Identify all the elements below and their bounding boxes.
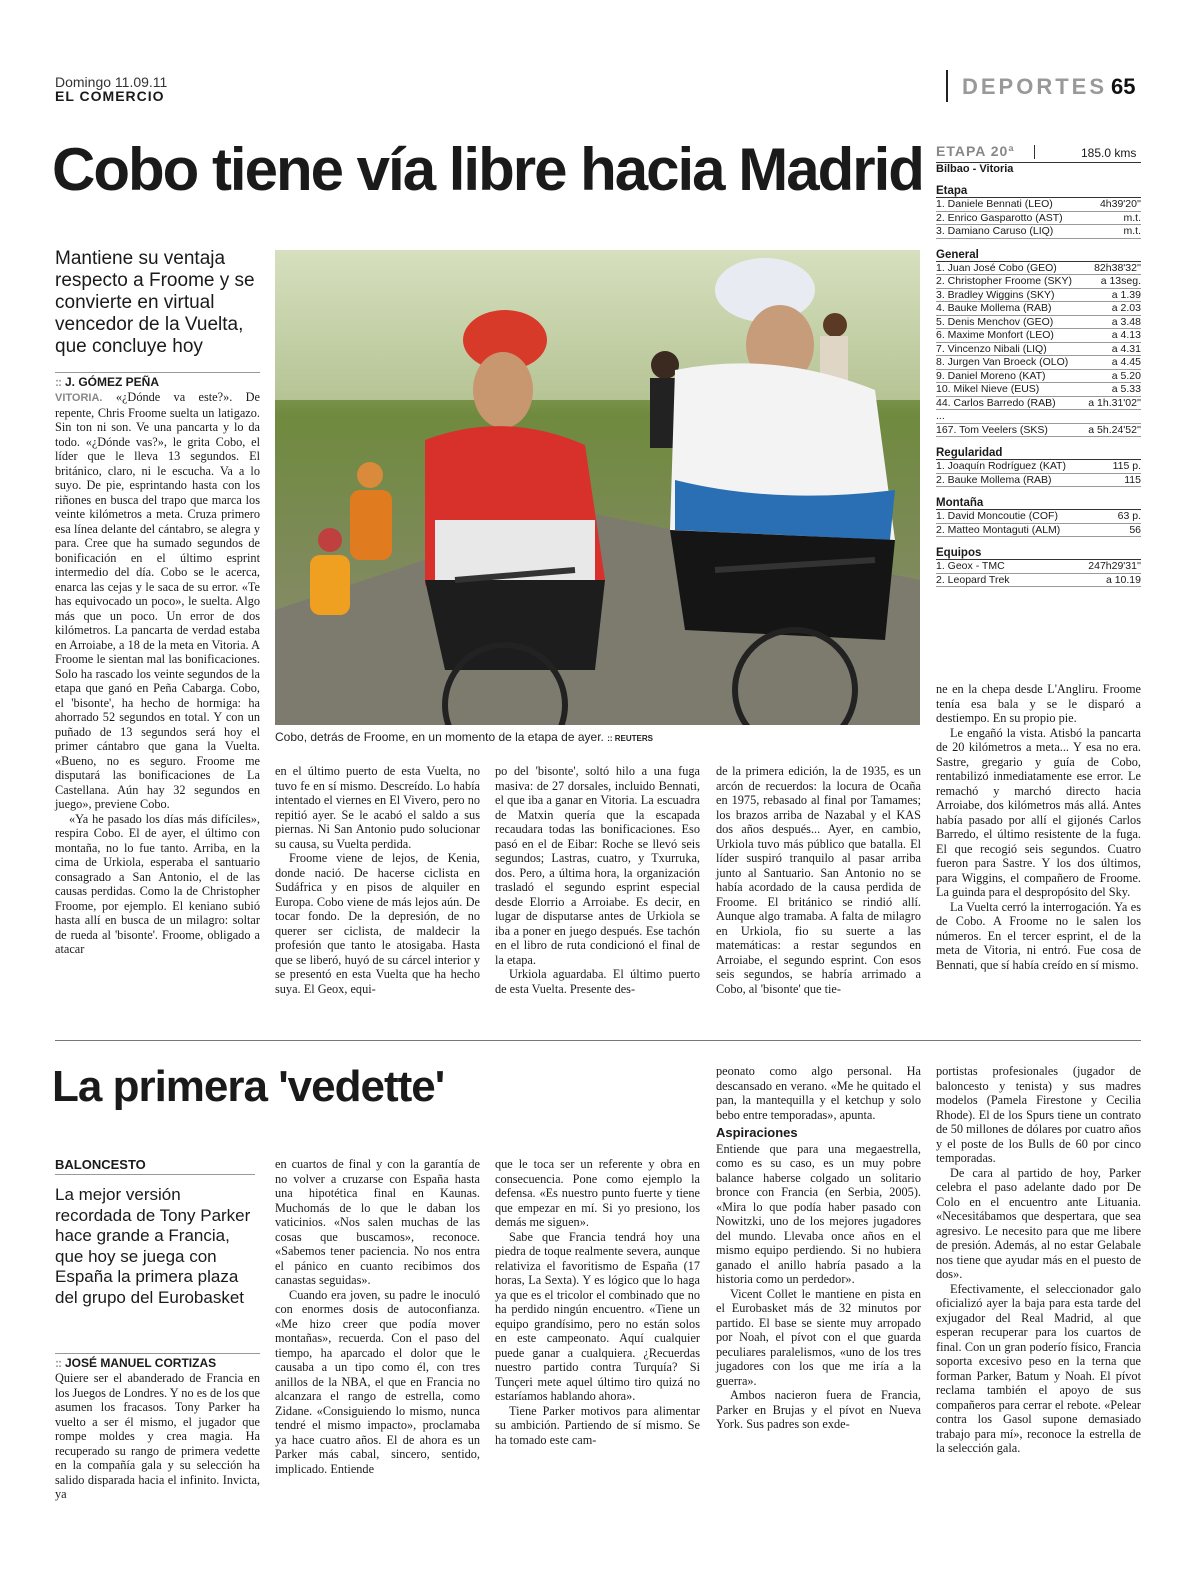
photo-caption xyxy=(275,730,653,744)
story2-col4-p3: Vicent Collet le mantiene en pista en el Eurobasket más de 32 minutos por partido. El base se siente muy arropado por Noah, el pívot con el que guarda peculiares paralelismos, «uno de los tres jugadores con los que me iría a la guerra». xyxy=(716,1286,921,1388)
result-rider: 1. David Moncoutie (COF) xyxy=(936,510,1058,522)
result-rider: 5. Denis Menchov (GEO) xyxy=(936,315,1054,328)
results-group-title: General xyxy=(936,249,1141,262)
page-number: 65 xyxy=(1111,74,1136,99)
result-time: a 1h.31'02'' xyxy=(1088,396,1141,409)
result-row xyxy=(936,410,1141,424)
result-row xyxy=(936,460,1141,474)
second-kicker: BALONCESTO xyxy=(55,1157,255,1175)
story2-col2-p2: Cuando era joven, su padre le inoculó con enormes dosis de autoconfianza. «Me hizo creer que podía mover montañas», recuerda. Con el paso del tiempo, ha aparcado el dolor que le causaba a un tipo como él, con tres anillos de la NBA, el que en Francia no alcanzara el rango de estrella, como Zidane. «Consiguiendo lo mismo, nunca tendré el mismo impacto», proclamaba ya hace cuatro años. El de ahora es un Parker más cabal, sincero, sentido, implicado. Entiende xyxy=(275,1287,480,1476)
results-group-montaña xyxy=(936,497,1141,537)
result-time: a 3.48 xyxy=(1111,315,1141,328)
byline-dots: :: xyxy=(55,375,61,389)
result-time: a 2.03 xyxy=(1111,302,1141,314)
caption-text: Cobo, detrás de Froome, en un momento de la etapa de ayer. xyxy=(275,730,604,744)
result-row xyxy=(936,560,1141,574)
story1-col3-p2: Urkiola aguardaba. El último puerto de esta Vuelta. Presente des- xyxy=(495,967,700,996)
second-deck: La mejor versión recordada de Tony Parker hace grande a Francia, que hoy se juega con España la primera plaza del grupo del Eurobasket xyxy=(55,1185,251,1307)
results-group-equipos xyxy=(936,547,1141,587)
result-time: 82h38'32'' xyxy=(1094,261,1141,274)
result-rider: 2. Leopard Trek xyxy=(936,573,1010,586)
main-byline xyxy=(55,372,260,389)
story1-col5-p3: La Vuelta cerró la interrogación. Ya es de Cobo. A Froome no le salen los números. En el tercer esprint, el de la meta de Vitoria, ni entró. Fue cosa de Bennati, que sí había creído en sí mismo. xyxy=(936,899,1141,972)
second-headline: La primera 'vedette' xyxy=(52,1062,445,1111)
result-row xyxy=(936,383,1141,397)
story2-col3-p3: Tiene Parker motivos para alimentar su ambición. Partiendo de sí mismo. Se ha tomado este cam- xyxy=(495,1403,700,1447)
result-rider: 2. Christopher Froome (SKY) xyxy=(936,275,1072,287)
stage-distance: 185.0 kms xyxy=(1081,146,1137,160)
story2-col4-p1: peonato como algo personal. Ha descansado en verano. «Me he quitado el pan, la mantequilla y el ketchup y solo bebo entre temporadas», apunta. xyxy=(716,1064,921,1122)
story2-col5-p2: De cara al partido de hoy, Parker celebra el paso adelante dado por De Colo en el encuentro ante Lituania. «Necesitábamos que despertara, que sea agresivo. Le necesito para que me libere de presión. Además, al no estar Gelabale nos tiene que ayudar más en el puesto de dos». xyxy=(936,1165,1141,1281)
header-divider xyxy=(946,70,948,102)
results-group-general xyxy=(936,249,1141,438)
newspaper-name: EL COMERCIO xyxy=(55,88,165,104)
result-time: a 1.39 xyxy=(1111,288,1141,301)
result-rider: 3. Bradley Wiggins (SKY) xyxy=(936,288,1055,301)
stage-title: ETAPA 20ª xyxy=(936,143,1015,159)
story2-column-3 xyxy=(495,1157,700,1447)
story1-col1-p1: VITORIA. «¿Dónde va este?». De repente, Chris Froome suelta un latigazo. Sin ton ni son. Ve una pancarta y lo da todo. «¿Dónde vas?», le grita Cobo, el líder que le lleva 13 segundos. El británico, claro, ni le escucha. Va a lo suyo. De pie, esprintando hasta con los riñones en busca del trapo que marca los veinte kilómetros a meta. Cruza primero esa línea delante del cántabro, se alegra y para. Cree que ha sumado segundos de bonificación en el último esprint intermedio del día. Cobo se le acerca, enarca las cejas y le saca de su error. «Te has equivocado un poco», le suelta. Algo más que un poco. Un error de dos kilómetros. La pancarta de verdad estaba en Arroiabe, a 18 de la meta en Vitoria. A Froome le sientan mal las bonificaciones. Solo ha rascado los veinte segundos de la etapa que ganó en Peña Cabarga. Cobo, el 'bisonte', ha hecho de hormiga: ha ahorrado 52 segundos en total. Y con un puñado de 13 segundos será hoy el primer cántabro que gana la Vuelta. «Bueno, no es seguro. Froome me disputará las bonificaciones de La Castellana. Aún hay 32 segundos en juego», previene Cobo. xyxy=(55,390,260,811)
stage-header xyxy=(936,143,1141,163)
result-rider: 8. Jurgen Van Broeck (OLO) xyxy=(936,356,1069,368)
result-rider: 1. Daniele Bennati (LEO) xyxy=(936,198,1053,210)
stage-route: Bilbao - Vitoria xyxy=(936,163,1014,175)
result-time: m.t. xyxy=(1123,225,1141,237)
result-time: 115 xyxy=(1124,473,1141,486)
result-rider: 1. Joaquín Rodríguez (KAT) xyxy=(936,460,1066,472)
result-time: a 5.20 xyxy=(1111,369,1141,382)
result-row xyxy=(936,524,1141,538)
result-row xyxy=(936,574,1141,588)
story2-column-1 xyxy=(55,1371,260,1502)
result-time: m.t. xyxy=(1123,211,1141,224)
result-row xyxy=(936,198,1141,212)
result-rider: 1. Juan José Cobo (GEO) xyxy=(936,261,1057,274)
story2-col3-p2: Sabe que Francia tendrá hoy una piedra de toque realmente severa, aunque relativiza el favoritismo de España (17 horas, La Sexta). Y es lógico que lo haga ya que es el tricolor el combinado que no ha perdido ningún encuentro. «Tiene un equipo grandísimo, pero no están solos en este campeonato. Aquí cualquier puede ganar a cualquiera. ¿Recuerdas nuestro partido contra Turquía? Si Tunçeri mete aquel último tiro quizá no estaríamos hablando ahora». xyxy=(495,1229,700,1403)
result-time: a 4.13 xyxy=(1111,329,1141,341)
result-rider: 3. Damiano Caruso (LIQ) xyxy=(936,225,1054,237)
results-group-title: Etapa xyxy=(936,185,1141,198)
result-row xyxy=(936,356,1141,370)
stage-results-box xyxy=(936,143,1141,587)
story2-column-5 xyxy=(936,1064,1141,1456)
story2-col2-p1: en cuartos de final y con la garantía de no volver a cruzarse con España hasta una hipotética final en Kaunas. Muchomás de lo que le daban los vaticinios. «Nos salen muchas de las cosas que buscamos», reconoce. «Sabemos tener paciencia. No nos entra el pánico en cuanto recibimos dos canastas seguidas». xyxy=(275,1157,480,1287)
edition-date: Domingo 11.09.11 xyxy=(55,74,168,90)
result-row xyxy=(936,424,1141,438)
results-groups xyxy=(936,185,1141,587)
story2-column-4 xyxy=(716,1064,921,1432)
result-time: a 5h.24'52'' xyxy=(1088,423,1141,436)
cyclists-photo xyxy=(275,250,920,725)
result-time: a 10.19 xyxy=(1105,573,1141,586)
result-row xyxy=(936,397,1141,411)
story1-column-5 xyxy=(936,682,1141,972)
main-headline: Cobo tiene vía libre hacia Madrid xyxy=(52,136,923,203)
result-row xyxy=(936,225,1141,239)
story-divider xyxy=(55,1040,1141,1041)
result-rider: 6. Maxime Monfort (LEO) xyxy=(936,329,1054,341)
main-deck: Mantiene su ventaja respecto a Froome y se convierte en virtual vencedor de la Vuelta, que concluye hoy xyxy=(55,248,255,357)
result-row xyxy=(936,212,1141,226)
result-time: a 4.45 xyxy=(1111,356,1141,368)
story1-col5-p2: Le engañó la vista. Atisbó la pancarta de 20 kilómetros a meta... Y esa no era. Sastre, gregario y guía de Cobo, rentabilizó inmediatamente ese error. Le remachó y marchó directo hacia Arroiabe, dos kilómetros más allá. Antes había pasado por allí el gijonés Carlos Barredo, el último resistente de la fuga. El que recogió seis segundos. Cuatro fueron para Sastre. Y los dos últimos, para Wiggins, el compañero de Froome. La guinda para el despropósito del Sky. xyxy=(936,725,1141,899)
story1-col5-p1: ne en la chepa desde L'Angliru. Froome tenía esa bala y se le disparó a destiempo. En su propio pie. xyxy=(936,682,1141,725)
result-row xyxy=(936,289,1141,303)
aspiraciones-subhead: Aspiraciones xyxy=(716,1125,798,1140)
second-byline xyxy=(55,1353,260,1370)
result-row xyxy=(936,370,1141,384)
result-rider: 44. Carlos Barredo (RAB) xyxy=(936,396,1056,409)
result-time: a 4.31 xyxy=(1111,342,1141,355)
result-time: 56 xyxy=(1129,523,1141,536)
story1-col2-p1: en el último puerto de esta Vuelta, no tuvo fe en sí mismo. Descreído. Lo había intentado el viernes en El Vivero, pero no repitió ayer. Se le acabó el saldo a sus piernas. Ni San Antonio pudo solucionar su causa, su Vuelta perdida. xyxy=(275,764,480,851)
result-row xyxy=(936,316,1141,330)
results-group-etapa xyxy=(936,185,1141,239)
story1-col1-p2: «Ya he pasado los días más difíciles», respira Cobo. El de ayer, el último con montaña, no lo fue tanto. Arriba, en la cima de Urkiola, esperaba el santuario consagrado a San Antonio, el de las causas perdidas. Como la de Christopher Froome, por ejemplo. El keniano subió hasta allí en busca de un milagro: soltar de rueda al 'bisonte'. Froome, obligado a atacar xyxy=(55,811,260,956)
result-row xyxy=(936,275,1141,289)
result-time: a 13seg. xyxy=(1100,275,1141,287)
result-row xyxy=(936,329,1141,343)
result-time: 63 p. xyxy=(1117,510,1141,522)
story2-col4-p4: Ambos nacieron fuera de Francia, Parker en Brujas y el pívot en Nueva York. Sus padres son exde- xyxy=(716,1388,921,1431)
result-rider: 2. Bauke Mollema (RAB) xyxy=(936,473,1052,486)
result-rider: 1. Geox - TMC xyxy=(936,560,1005,572)
result-rider: 7. Vincenzo Nibali (LIQ) xyxy=(936,342,1047,355)
result-rider: 9. Daniel Moreno (KAT) xyxy=(936,369,1046,382)
story2-col3-p1: que le toca ser un referente y obra en consecuencia. Pone como ejemplo la defensa. «Es nuestro punto fuerte y tiene que empezar en mí. Si yo presiono, los demás me siguen». xyxy=(495,1157,700,1229)
story1-column-2 xyxy=(275,764,480,996)
story1-column-1 xyxy=(55,390,260,957)
results-group-title: Equipos xyxy=(936,547,1141,560)
byline-author: J. GÓMEZ PEÑA xyxy=(65,375,160,389)
story1-col4-p1: de la primera edición, la de 1935, es un arcón de recuerdos: la locura de Ocaña en 1975, rebasado al final por Tamames; los brazos arriba de Nazabal y el KAS dos años después... Ayer, en cambio, Urkiola tuvo más público que batalla. El líder suspiró tranquilo al pasar arriba junto al Santuario. San Antonio no se había acordado de la causa perdida de Froome. El británico se rindió allí. Aunque algo tramaba. A falta de milagro en Urkiola, fio su suerte a las matemáticas: a restar segundos en Arroiabe, el segundo esprint. Con esos seis segundos, se habría arrimado a Cobo, al 'bisonte' que tie- xyxy=(716,764,921,996)
story1-col2-p2: Froome viene de lejos, de Kenia, donde nació. De hacerse ciclista en Sudáfrica y en pisos de alquiler en Europa. Cobo viene de más lejos aún. De tocar fondo. De la depresión, de no querer ser ciclista, de maldecir la profesión que tanto le atosigaba. Hasta que se liberó, huyó de su cárcel interior y se presentó en esta Vuelta que ha hecho suya. El Geox, equi- xyxy=(275,851,480,996)
results-group-title: Regularidad xyxy=(936,447,1141,460)
results-group-regularidad xyxy=(936,447,1141,487)
story1-col3-p1: po del 'bisonte', soltó hilo a una fuga masiva: de 27 dorsales, incluido Bennati, el que iba a ganar en Vitoria. La escuadra de Matxin quería que la escapada recaudara todas las bonificaciones. Eso pasó en el de Eibar: Roche se llevó seis segundos; Lastras, cuatro, y Txurruka, dos. Pero, a última hora, la organización trasladó el segundo esprint especial desde Elorrio a Arroiabe. Es decir, en lugar de disputarse antes de Urkiola se iba a poner en juego después. Ese tachón en el libro de ruta condicionó el final de la etapa. xyxy=(495,764,700,967)
story1-column-3 xyxy=(495,764,700,996)
byline2-dots: :: xyxy=(55,1356,61,1370)
story2-col5-p1: portistas profesionales (jugador de baloncesto y tenista) y sus madres modelos (Pamela Firestone y Cecilia Rhode). El de los Spurs tiene un contrato de 50 millones de dólares por cuatro años y el poste de los Bulls de 60 por cinco temporadas. xyxy=(936,1064,1141,1165)
result-rider: 2. Matteo Montaguti (ALM) xyxy=(936,523,1061,536)
section-name: DEPORTES xyxy=(962,74,1108,99)
result-row xyxy=(936,262,1141,276)
result-rider: 167. Tom Veelers (SKS) xyxy=(936,423,1048,436)
result-row xyxy=(936,474,1141,488)
dateline-city: VITORIA. xyxy=(55,392,103,404)
byline2-author: JOSÉ MANUEL CORTIZAS xyxy=(65,1356,217,1370)
story2-col1-p1: Quiere ser el abanderado de Francia en los Juegos de Londres. Y no es de los que asumen los fracasos. Tony Parker ha vuelto a ser él mismo, el jugador que rompe moldes y crea magia. Ha recuperado su rango de primera vedette en la compañía gala y su selección ha salido disparada hacia el infinito. Invicta, ya xyxy=(55,1371,260,1501)
result-rider: ... xyxy=(936,410,945,422)
result-rider: 10. Mikel Nieve (EUS) xyxy=(936,383,1040,395)
story2-column-2 xyxy=(275,1157,480,1476)
story2-col5-p3: Efectivamente, el seleccionador galo oficializó ayer la baja para esta tarde del exjugador del Real Madrid, al que esperan recuperar para los cuartos de final. Con un gran poderío físico, Francia soporta excesivo peso en la terna que forman Parker, Batum y Noah. El pívot reclama también el apoyo de sus compañeros para cerrar el rebote. «Pelear contra los Gasol supone demasiado trabajo para mí», reconoce la estrella de la selección gala. xyxy=(936,1281,1141,1455)
results-group-title: Montaña xyxy=(936,497,1141,510)
result-time: 4h39'20'' xyxy=(1099,198,1141,210)
cyclists-illustration xyxy=(275,250,920,725)
story2-col4-p2: Entiende que para una megaestrella, como es su caso, es un muy pobre balance haberse colgado un solitario bronce con Francia (en Serbia, 2005). «Mira lo que podía haber pasado con Nowitzki, uno de los mejores jugadores del mundo. Llevaba once años en el mismo equipo perdiendo. Si no hubiera ganado el anillo habría pasado a la historia como un perdedor». xyxy=(716,1141,921,1286)
result-rider: 2. Enrico Gasparotto (AST) xyxy=(936,211,1063,224)
result-row xyxy=(936,510,1141,524)
result-time: a 5.33 xyxy=(1111,383,1141,395)
result-row xyxy=(936,302,1141,316)
result-rider: 4. Bauke Mollema (RAB) xyxy=(936,302,1052,314)
result-time: 247h29'31'' xyxy=(1088,560,1141,572)
story1-column-4 xyxy=(716,764,921,996)
caption-source: :: REUTERS xyxy=(607,734,653,743)
result-row xyxy=(936,343,1141,357)
result-time: 115 p. xyxy=(1112,460,1141,472)
stage-header-separator xyxy=(1034,145,1035,159)
